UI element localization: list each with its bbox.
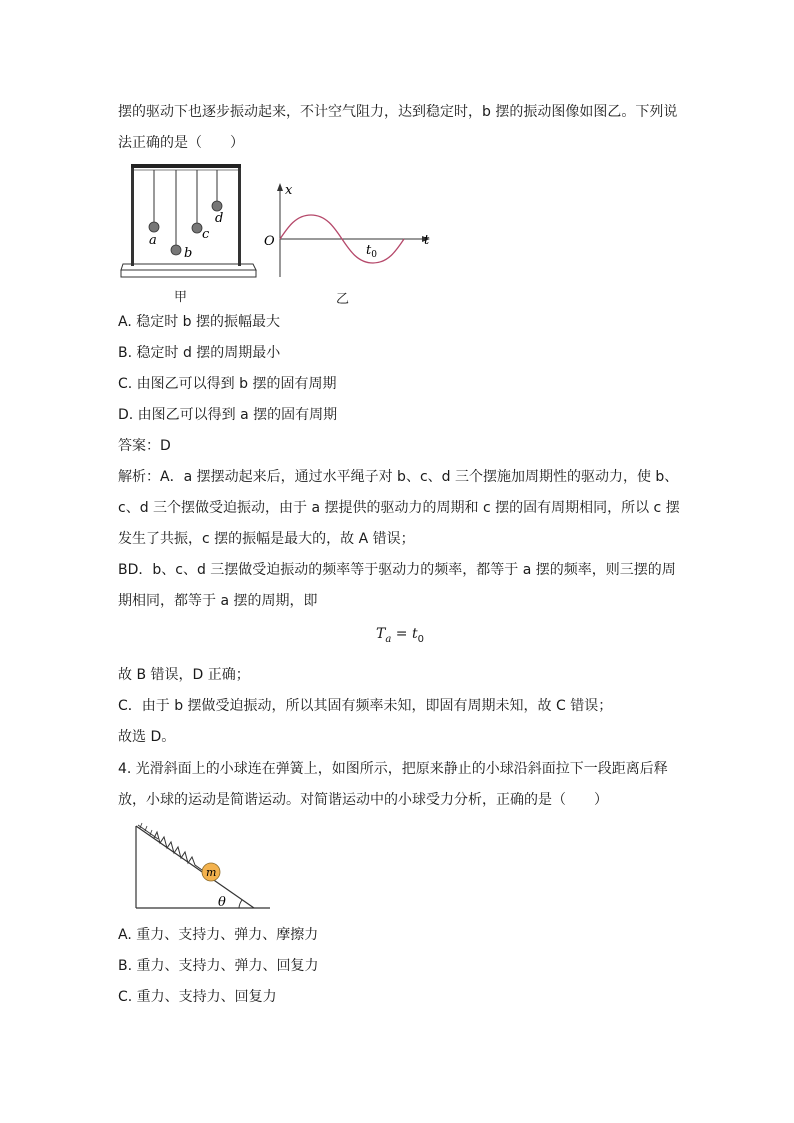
q3-analysis-line3: 发生了共振，c 摆的振幅是最大的，故 A 错误； [118, 531, 415, 547]
formula-period: $T_a = t_0$ [376, 626, 424, 645]
bob-d [212, 201, 222, 211]
figure-jia-pendulums [118, 160, 263, 308]
q4-option-b: B. 重力、支持力、弹力、回复力 [118, 958, 319, 974]
left-post [131, 164, 134, 266]
q3-option-d: D. 由图乙可以得到 a 摆的固有周期 [118, 407, 338, 423]
q3-option-c: C. 由图乙可以得到 b 摆的固有周期 [118, 376, 337, 392]
t0-label: $t_0$ [366, 243, 377, 260]
figure-yi-caption: 乙 [336, 292, 350, 307]
bob-b [171, 245, 181, 255]
spring [154, 832, 202, 870]
ball-label: m [206, 866, 217, 879]
bob-c [192, 223, 202, 233]
q4-stem-line1: 4. 光滑斜面上的小球连在弹簧上，如图所示，把原来静止的小球沿斜面拉下一段距离后释 [118, 761, 668, 777]
q3-analysis-line5: 期相同，都等于 a 摆的周期，即 [118, 593, 318, 609]
bob-a [149, 222, 159, 232]
q3-stem-line2: 法正确的是（ ） [118, 135, 244, 151]
q3-analysis-after2: C．由于 b 摆做受迫振动，所以其固有频率未知，即固有周期未知，故 C 错误； [118, 698, 613, 714]
q3-option-a: A. 稳定时 b 摆的振幅最大 [118, 314, 281, 330]
q3-analysis-line2: c、d 三个摆做受迫振动，由于 a 摆提供的驱动力的周期和 c 摆的固有周期相同，所以 c 摆 [118, 500, 680, 516]
q4-option-c: C. 重力、支持力、回复力 [118, 989, 277, 1005]
x-axis-label: t [424, 233, 430, 248]
q4-stem-line2: 放，小球的运动是简谐运动。对简谐运动中的小球受力分析，正确的是（ ） [118, 792, 608, 808]
figure-yi-graph [258, 180, 438, 280]
angle-label: θ [218, 895, 226, 910]
q3-stem-line1: 摆的驱动下也逐步振动起来，不计空气阻力，达到稳定时，b 摆的振动图像如图乙。下列说 [118, 104, 678, 120]
q3-analysis-line4: BD．b、c、d 三摆做受迫振动的频率等于驱动力的频率，都等于 a 摆的频率，则三摆的周 [118, 562, 676, 578]
q3-analysis-line1: 解析：A．a 摆摆动起来后，通过水平绳子对 b、c、d 三个摆施加周期性的驱动力，使 b、 [118, 469, 679, 485]
top-bar [131, 164, 241, 168]
y-axis-label: x [285, 183, 293, 198]
q3-analysis-after3: 故选 D。 [118, 729, 176, 745]
base-plate [121, 264, 256, 270]
label-c: c [202, 227, 210, 242]
label-b: b [184, 246, 193, 261]
label-d: d [215, 211, 224, 226]
q3-answer: 答案：D [118, 438, 171, 454]
q3-option-b: B. 稳定时 d 摆的周期最小 [118, 345, 281, 361]
figure-incline-spring [124, 818, 274, 913]
origin-label: O [264, 234, 275, 249]
right-post [238, 164, 241, 266]
q4-option-a: A. 重力、支持力、弹力、摩擦力 [118, 927, 319, 943]
label-a: a [149, 233, 157, 248]
q3-analysis-after1: 故 B 错误，D 正确； [118, 667, 250, 683]
figure-jia-caption: 甲 [174, 290, 188, 305]
